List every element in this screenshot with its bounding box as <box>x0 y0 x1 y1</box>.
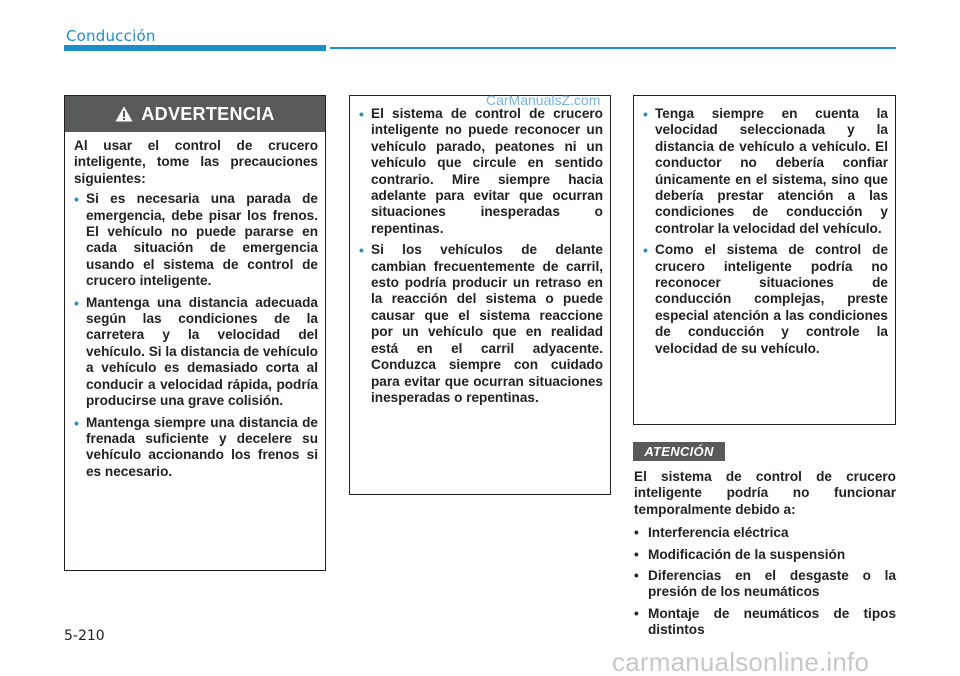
bullet: • <box>634 525 639 541</box>
warning-triangle-icon <box>115 106 133 122</box>
section-title: Conducción <box>66 27 156 45</box>
bullet: • <box>643 242 648 259</box>
watermark-top: CarManualsZ.com <box>486 92 601 108</box>
warning-body <box>65 132 325 480</box>
middle-list <box>359 106 603 406</box>
caution-intro: El sistema de control de crucero inteligente podría no funcionar temporalmente debido a: <box>634 469 896 517</box>
list-item: • El sistema de control de crucero inteligente no puede reconocer un vehículo parado, peatones ni un vehículo que circule en sentido contrario. Mire siempre hacia adelante para evitar que ocurran situaciones inesperadas o repentinas. <box>359 106 603 236</box>
right-body <box>634 96 895 357</box>
bullet: • <box>634 605 639 621</box>
page-number: 5-210 <box>64 628 105 644</box>
warning-list <box>74 191 318 480</box>
header-rule <box>330 47 896 49</box>
warning-header <box>65 96 325 132</box>
warning-intro: Al usar el control de crucero inteligente, tome las precauciones siguientes: <box>74 138 318 186</box>
list-item: • Interferencia eléctrica <box>634 525 789 541</box>
caution-list <box>634 525 896 638</box>
bullet: • <box>643 106 648 122</box>
warning-box-continued <box>349 95 611 495</box>
list-item: • Mantenga siempre una distancia de frenada suficiente y decelere su vehículo accionando los frenos si es necesario. <box>74 414 318 479</box>
right-list <box>643 106 888 357</box>
list-item: • Como el sistema de control de crucero inteligente podría no reconocer situaciones de conducción complejas, preste especial atención a las condiciones de conducción y controle la velocidad de su vehículo. <box>643 242 888 356</box>
list-item: • Si es necesaria una parada de emergencia, debe pisar los frenos. El vehículo no puede pararse en cada situación de emergencia usando el sistema de control de crucero inteligente. <box>74 191 318 289</box>
list-item: • Tenga siempre en cuenta la velocidad seleccionada y la distancia de vehículo a vehículo. El conductor no debería confiar únicamente en el sistema, sino que debería prestar atención a las condiciones de conducción y controlar la velocidad del vehículo. <box>643 106 888 236</box>
warning-box-continued-2 <box>633 95 896 425</box>
warning-box <box>64 95 326 571</box>
caution-body <box>634 469 896 644</box>
list-item: • Mantenga una distancia adecuada según las condiciones de la carretera y la velocidad del vehículo. Si la distancia de vehículo a vehículo es demasiado corta al conducir a velocidad rápida, podría producirse una grave colisión. <box>74 294 318 409</box>
bullet: • <box>634 568 639 584</box>
warning-title: ADVERTENCIA <box>141 103 275 124</box>
bullet: • <box>634 546 639 562</box>
watermark-bottom: carmanualsonline.info <box>612 647 870 676</box>
list-item: • Diferencias en el desgaste o la presión de los neumáticos <box>634 568 896 600</box>
list-item: • Si los vehículos de delante cambian frecuentemente de carril, esto podría producir un retraso en la reacción del sistema o puede causar que el sistema reaccione por un vehículo que en realidad está en el carril adyacente. Conduzca siempre con cuidado para evitar que ocurran situaciones inesperadas o repentinas. <box>359 242 603 405</box>
middle-body <box>350 96 610 406</box>
bullet: • <box>359 242 364 259</box>
header-accent-bar <box>64 45 326 51</box>
list-item: • Modificación de la suspensión <box>634 546 846 562</box>
caution-badge: ATENCIÓN <box>633 442 725 461</box>
bullet: • <box>74 294 79 311</box>
bullet: • <box>359 106 364 122</box>
bullet: • <box>74 191 79 208</box>
bullet: • <box>74 414 79 431</box>
list-item: • Montaje de neumáticos de tipos distintos <box>634 605 896 638</box>
